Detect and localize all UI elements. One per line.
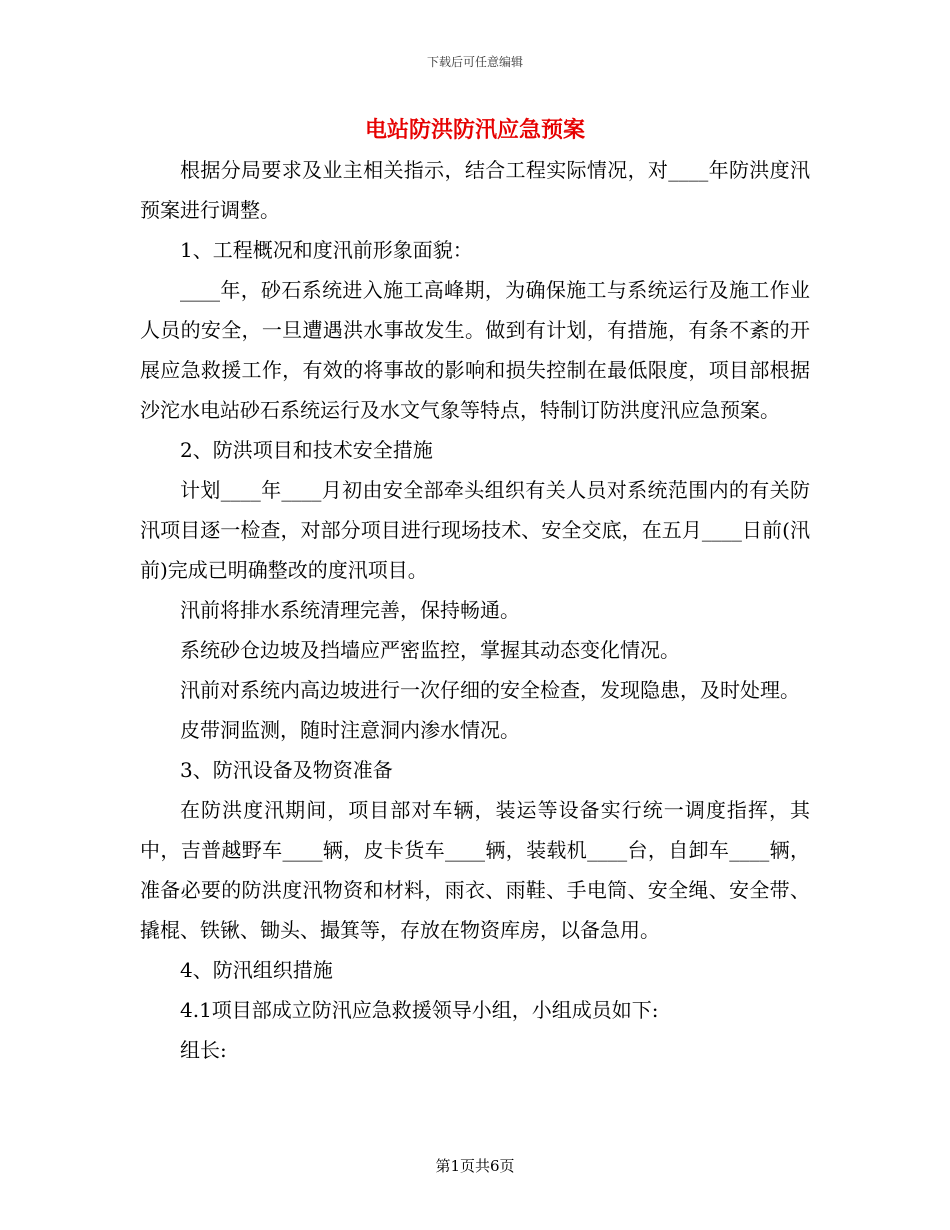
paragraph-intro: 根据分局要求及业主相关指示，结合工程实际情况，对____年防洪度汛预案进行调整。 bbox=[140, 158, 810, 222]
paragraph-inspection-plan: 计划____年____月初由安全部牵头组织有关人员对系统范围内的有关防汛项目逐一检查，对部分项目进行现场技术、安全交底，在五月____日前(汛前)完成已明确整改的度汛项目。 bbox=[140, 478, 810, 582]
paragraph-leadership-group: 4.1项目部成立防汛应急救援领导小组，小组成员如下: bbox=[180, 998, 659, 1022]
page-footer: 第1页共6页 bbox=[435, 1157, 515, 1175]
section-heading-3: 3、防汛设备及物资准备 bbox=[180, 758, 393, 782]
paragraph-group-leader: 组长: bbox=[180, 1038, 227, 1062]
paragraph-high-slope-check: 汛前对系统内高边坡进行一次仔细的安全检查，发现隐患，及时处理。 bbox=[180, 678, 800, 702]
paragraph-drainage: 汛前将排水系统清理完善，保持畅通。 bbox=[180, 598, 520, 622]
paragraph-equipment: 在防洪度汛期间，项目部对车辆，装运等设备实行统一调度指挥，其中，吉普越野车____辆，皮卡货车____辆，装载机____台，自卸车____辆，准备必要的防洪度汛物资和材料，雨衣、雨鞋、手电筒、安全绳、安全带、撬棍、铁锹、锄头、撮箕等，存放在物资库房，以备急用。 bbox=[140, 798, 810, 942]
paragraph-slope-monitoring: 系统砂仓边坡及挡墙应严密监控，掌握其动态变化情况。 bbox=[180, 638, 680, 662]
section-heading-2: 2、防洪项目和技术安全措施 bbox=[180, 438, 433, 462]
document-title: 电站防洪防汛应急预案 bbox=[364, 117, 585, 143]
header-note: 下载后可任意编辑 bbox=[426, 55, 523, 69]
paragraph-belt-tunnel: 皮带洞监测，随时注意洞内渗水情况。 bbox=[180, 718, 520, 742]
section-heading-4: 4、防汛组织措施 bbox=[180, 958, 333, 982]
document-body bbox=[140, 150, 810, 1070]
paragraph-overview: ____年，砂石系统进入施工高峰期，为确保施工与系统运行及施工作业人员的安全，一旦遭遇洪水事故发生。做到有计划，有措施，有条不紊的开展应急救援工作，有效的将事故的影响和损失控制在最低限度，项目部根据沙沱水电站砂石系统运行及水文气象等特点，特制订防洪度汛应急预案。 bbox=[140, 278, 810, 422]
section-heading-1: 1、工程概况和度汛前形象面貌： bbox=[180, 238, 473, 262]
